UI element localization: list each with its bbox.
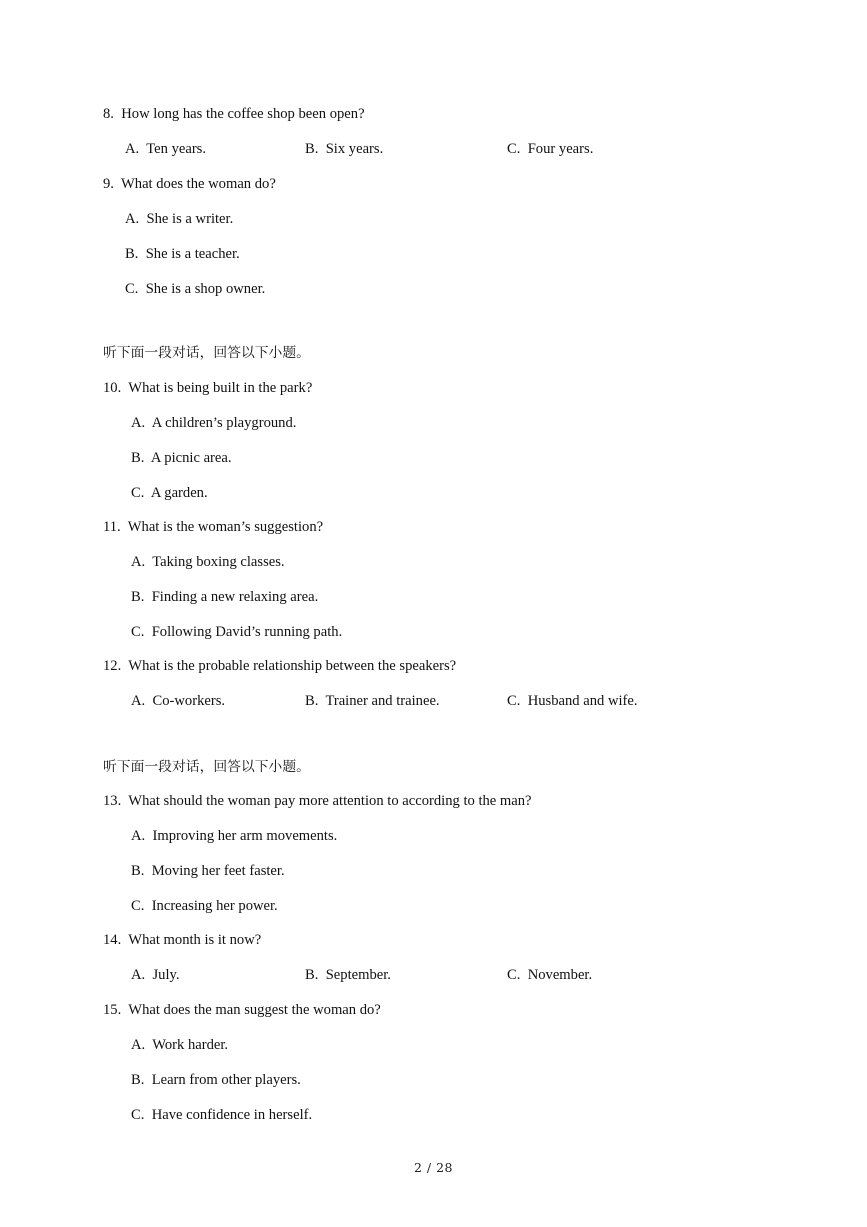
option-11b bbox=[131, 588, 318, 606]
question-text: What does the woman do? bbox=[121, 176, 276, 192]
option-14a bbox=[131, 966, 180, 984]
option-text: Ten years. bbox=[146, 141, 207, 157]
option-11a bbox=[131, 553, 285, 571]
option-letter: A. bbox=[131, 967, 146, 983]
option-text: A picnic area. bbox=[150, 450, 232, 466]
option-13c bbox=[131, 897, 278, 915]
option-14c bbox=[507, 966, 592, 984]
option-letter: A. bbox=[125, 211, 140, 227]
option-letter: C. bbox=[131, 485, 145, 501]
option-letter: A. bbox=[131, 554, 146, 570]
question-text: What month is it now? bbox=[128, 932, 262, 948]
option-text: Husband and wife. bbox=[527, 693, 638, 709]
question-text: How long has the coffee shop been open? bbox=[121, 106, 365, 122]
option-letter: A. bbox=[131, 415, 146, 431]
option-letter: B. bbox=[305, 967, 319, 983]
option-8c bbox=[507, 140, 593, 158]
question-13 bbox=[103, 792, 532, 810]
question-12 bbox=[103, 657, 456, 675]
option-13a bbox=[131, 827, 337, 845]
section-instruction: 听下面一段对话，回答以下小题。 bbox=[103, 759, 310, 775]
option-letter: C. bbox=[125, 281, 139, 297]
option-text: She is a writer. bbox=[146, 211, 234, 227]
option-9c bbox=[125, 280, 265, 298]
option-text: July. bbox=[152, 967, 180, 983]
option-letter: A. bbox=[131, 693, 146, 709]
option-letter: B. bbox=[131, 1072, 145, 1088]
option-letter: C. bbox=[131, 1107, 145, 1123]
option-text: Co-workers. bbox=[152, 693, 226, 709]
option-8a bbox=[125, 140, 206, 158]
question-number: 15. bbox=[103, 1002, 122, 1018]
option-9a bbox=[125, 210, 233, 228]
option-letter: C. bbox=[131, 898, 145, 914]
option-letter: C. bbox=[507, 967, 521, 983]
option-letter: A. bbox=[131, 1037, 146, 1053]
option-text: Trainer and trainee. bbox=[325, 693, 440, 709]
option-text: September. bbox=[325, 967, 391, 983]
question-text: What should the woman pay more attention to according to the man? bbox=[128, 793, 532, 809]
option-text: She is a shop owner. bbox=[145, 281, 266, 297]
option-14b bbox=[305, 966, 391, 984]
question-14 bbox=[103, 931, 261, 949]
question-9 bbox=[103, 175, 276, 193]
option-text: Taking boxing classes. bbox=[152, 554, 285, 570]
question-8 bbox=[103, 105, 365, 123]
option-10c bbox=[131, 484, 208, 502]
option-letter: B. bbox=[305, 141, 319, 157]
option-text: Six years. bbox=[325, 141, 384, 157]
option-text: Moving her feet faster. bbox=[151, 863, 285, 879]
option-letter: C. bbox=[507, 693, 521, 709]
option-text: Have confidence in herself. bbox=[151, 1107, 313, 1123]
option-letter: B. bbox=[131, 450, 145, 466]
option-letter: B. bbox=[125, 246, 139, 262]
option-12a bbox=[131, 692, 225, 710]
option-letter: C. bbox=[507, 141, 521, 157]
option-11c bbox=[131, 623, 342, 641]
option-text: November. bbox=[527, 967, 593, 983]
question-text: What does the man suggest the woman do? bbox=[128, 1002, 381, 1018]
question-number: 11. bbox=[103, 519, 121, 535]
option-letter: C. bbox=[131, 624, 145, 640]
question-number: 10. bbox=[103, 380, 122, 396]
option-text: Improving her arm movements. bbox=[152, 828, 338, 844]
question-text: What is the probable relationship between the speakers? bbox=[128, 658, 457, 674]
option-text: Four years. bbox=[527, 141, 594, 157]
option-15a bbox=[131, 1036, 228, 1054]
question-11 bbox=[103, 518, 323, 536]
option-10a bbox=[131, 414, 296, 432]
question-number: 8. bbox=[103, 106, 114, 122]
option-15b bbox=[131, 1071, 301, 1089]
question-number: 14. bbox=[103, 932, 122, 948]
option-text: She is a teacher. bbox=[145, 246, 240, 262]
option-text: A garden. bbox=[150, 485, 208, 501]
option-12c bbox=[507, 692, 638, 710]
page-number: 2 / 28 bbox=[413, 1160, 454, 1175]
option-10b bbox=[131, 449, 232, 467]
option-letter: A. bbox=[125, 141, 140, 157]
option-letter: B. bbox=[131, 863, 145, 879]
option-15c bbox=[131, 1106, 312, 1124]
option-text: Learn from other players. bbox=[151, 1072, 301, 1088]
option-9b bbox=[125, 245, 240, 263]
option-8b bbox=[305, 140, 383, 158]
option-letter: B. bbox=[305, 693, 319, 709]
option-13b bbox=[131, 862, 285, 880]
question-10 bbox=[103, 379, 312, 397]
section-instruction: 听下面一段对话，回答以下小题。 bbox=[103, 345, 310, 361]
question-text: What is the woman’s suggestion? bbox=[127, 519, 324, 535]
question-number: 13. bbox=[103, 793, 122, 809]
question-number: 9. bbox=[103, 176, 114, 192]
question-15 bbox=[103, 1001, 381, 1019]
option-letter: B. bbox=[131, 589, 145, 605]
question-text: What is being built in the park? bbox=[128, 380, 313, 396]
option-12b bbox=[305, 692, 440, 710]
option-text: Finding a new relaxing area. bbox=[151, 589, 319, 605]
question-number: 12. bbox=[103, 658, 122, 674]
option-text: Increasing her power. bbox=[151, 898, 278, 914]
option-letter: A. bbox=[131, 828, 146, 844]
option-text: A children’s playground. bbox=[151, 415, 297, 431]
option-text: Following David’s running path. bbox=[151, 624, 343, 640]
option-text: Work harder. bbox=[152, 1037, 229, 1053]
